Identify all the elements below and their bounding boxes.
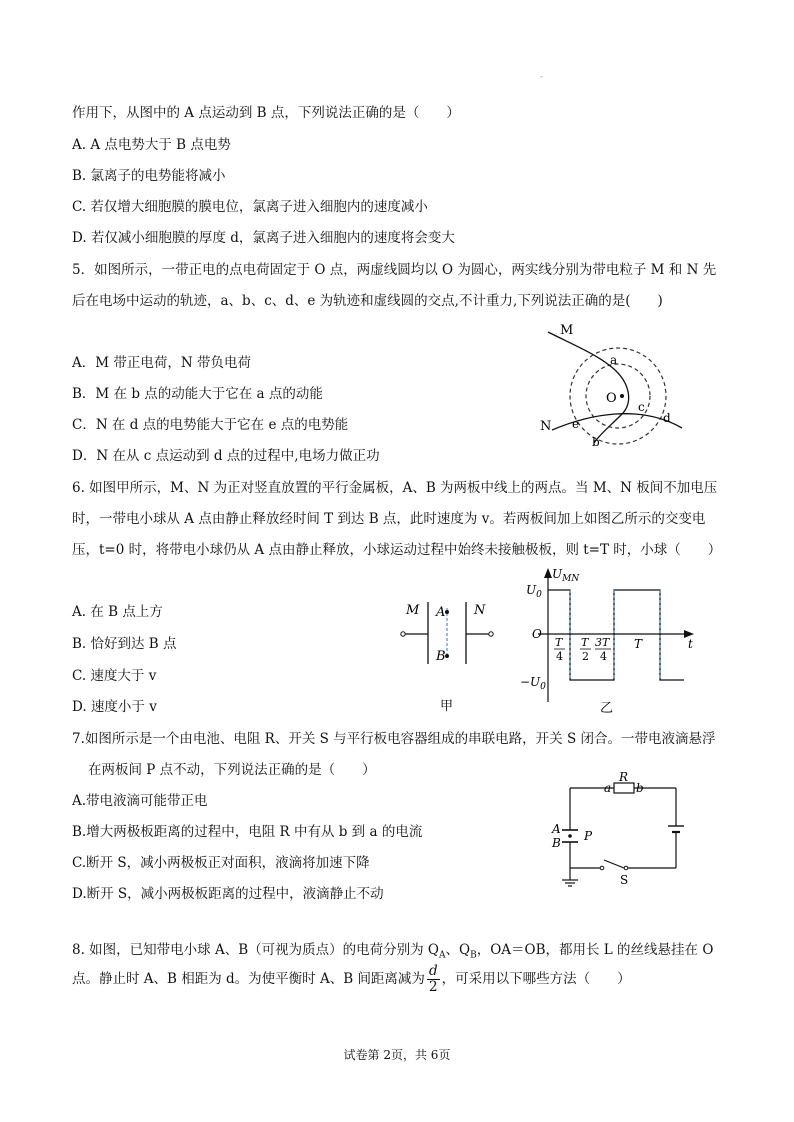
q5-option-d: D．N 在从 c 点运动到 d 点的过程中,电场力做正功 <box>72 448 380 464</box>
u0-label: $U_0$ <box>526 583 542 600</box>
u-axis-arrow <box>544 568 552 578</box>
label-b-point: B <box>436 649 446 664</box>
label-n: N <box>540 419 552 434</box>
label-d: d <box>663 411 671 425</box>
svg-text:4: 4 <box>556 650 563 663</box>
t-axis-label: t <box>688 637 693 651</box>
label-plate-b: B <box>552 836 561 850</box>
point-b <box>445 654 449 658</box>
q6-fig-jia <box>396 598 506 713</box>
switch-contact <box>624 866 628 870</box>
page-footer: 试卷第 2页，共 6页 <box>343 1048 451 1062</box>
q6-stem-2: 时，一带电小球从 A 点由静止释放经时间 T 到达 B 点，此时速度为 v。若两板间加上如图乙所示的交变电 <box>72 511 706 527</box>
q4-option-b: B. 氯离子的电势能将减小 <box>72 168 226 184</box>
terminal-n <box>489 632 493 636</box>
neg-u0-label: $-U_0$ <box>520 675 546 692</box>
svg-text:T: T <box>581 636 589 649</box>
label-b-end: b <box>636 781 644 795</box>
tick-t: T <box>634 637 643 651</box>
charge-o <box>620 394 624 398</box>
caption-jia: 甲 <box>440 699 454 714</box>
stray-mark: - <box>540 72 543 81</box>
q4-stem: 作用下，从图中的 A 点运动到 B 点，下列说法正确的是（ ） <box>72 105 460 121</box>
svg-text:T: T <box>555 636 563 649</box>
label-a-end: a <box>604 781 612 795</box>
label-o: O <box>606 391 617 406</box>
q7-option-a: A.带电液滴可能带正电 <box>72 793 208 809</box>
q4-option-d: D. 若仅减小细胞膜的厚度 d，氯离子进入细胞内的速度将会变大 <box>72 230 455 246</box>
u-axis-label: $U_{MN}$ <box>552 567 580 584</box>
origin-label: O <box>532 627 542 641</box>
point-a <box>445 610 449 614</box>
label-c: c <box>638 400 645 414</box>
q5-option-b: B．M 在 b 点的动能大于它在 a 点的动能 <box>72 386 323 402</box>
q7-stem-1: 7.如图所示是一个由电池、电阻 R、开关 S 与平行板电容器组成的串联电路，开关 S 闭合。一带电液滴悬浮 <box>72 731 716 747</box>
droplet-p <box>568 834 572 838</box>
q7-stem-2: 在两板间 P 点不动，下列说法正确的是（ ） <box>88 762 376 778</box>
label-s: S <box>620 873 629 887</box>
switch-s <box>604 860 624 868</box>
label-n-plate: N <box>474 603 486 618</box>
q8-stem-1: 8. 如图，已知带电小球 A、B（可视为质点）的电荷分别为 $Q_A$、$Q_B$，OA＝OB，都用长 L 的丝线悬挂在 O <box>72 942 714 961</box>
q7-option-b: B.增大两极板距离的过程中，电阻 R 中有从 b 到 a 的电流 <box>72 824 423 840</box>
q5-field-diagram <box>530 318 700 448</box>
terminal-m <box>401 632 405 636</box>
svg-text:3T: 3T <box>595 636 610 649</box>
voltage-waveform <box>548 590 684 680</box>
q7-option-c: C.断开 S，减小两极板正对面积，液滴将加速下降 <box>72 855 370 871</box>
q7-option-d: D.断开 S，减小两极板距离的过程中，液滴静止不动 <box>72 886 384 902</box>
q6-option-d: D. 速度小于 v <box>72 699 157 715</box>
q5-option-a: A．M 带正电荷，N 带负电荷 <box>72 355 251 371</box>
tick-t2 <box>580 636 591 663</box>
svg-text:4: 4 <box>600 650 607 663</box>
q4-option-a: A. A 点电势大于 B 点电势 <box>72 137 231 153</box>
label-m-plate: M <box>406 603 420 618</box>
label-plate-a: A <box>552 822 561 836</box>
label-p: P <box>584 829 593 843</box>
label-e: e <box>572 417 580 431</box>
q6-option-a: A. 在 B 点上方 <box>72 604 163 620</box>
q7-circuit-diagram <box>548 772 698 890</box>
tick-t4 <box>554 636 565 663</box>
label-a-point: A <box>436 605 446 620</box>
label-m: M <box>560 323 574 338</box>
q6-option-b: B. 恰好到达 B 点 <box>72 636 177 652</box>
resistor-r <box>614 783 634 793</box>
q5-option-c: C．N 在 d 点的电势能大于它在 e 点的电势能 <box>72 417 349 433</box>
q6-fig-yi <box>518 564 708 716</box>
q8-stem-2: 点。静止时 A、B 相距为 d。为使平衡时 A、B 间距离减为 $\frac{d}{2}$ ，可采用以下哪些方法（ ） <box>72 963 631 995</box>
fraction-d-over-2: $\frac{d}{2}$ <box>428 963 438 995</box>
q5-stem-2: 后在电场中运动的轨迹，a、b、c、d、e 为轨迹和虚线圆的交点,不计重力,下列说法正确的是( ) <box>72 293 663 309</box>
q6-option-c: C. 速度大于 v <box>72 668 157 684</box>
q5-stem-1: 5．如图所示，一带正电的点电荷固定于 O 点，两虚线圆均以 O 为圆心，两实线分别为带电粒子 M 和 N 先 <box>72 262 717 278</box>
label-b: b <box>592 435 600 449</box>
q4-option-c: C. 若仅增大细胞膜的膜电位，氯离子进入细胞内的速度减小 <box>72 199 428 215</box>
svg-text:2: 2 <box>582 650 589 663</box>
q6-stem-1: 6. 如图甲所示，M、N 为正对竖直放置的平行金属板，A、B 为两板中线上的两点。当 M、N 板间不加电压 <box>72 480 718 496</box>
label-a: a <box>610 353 618 367</box>
caption-yi: 乙 <box>600 701 614 716</box>
label-r: R <box>619 770 629 784</box>
tick-3t4 <box>595 636 611 663</box>
q6-stem-3: 压，t=0 时，将带电小球仍从 A 点由静止释放，小球运动过程中始终未接触极板，则 t=T 时，小球（ ） <box>72 542 722 558</box>
outer-dashed-circle <box>570 348 666 444</box>
